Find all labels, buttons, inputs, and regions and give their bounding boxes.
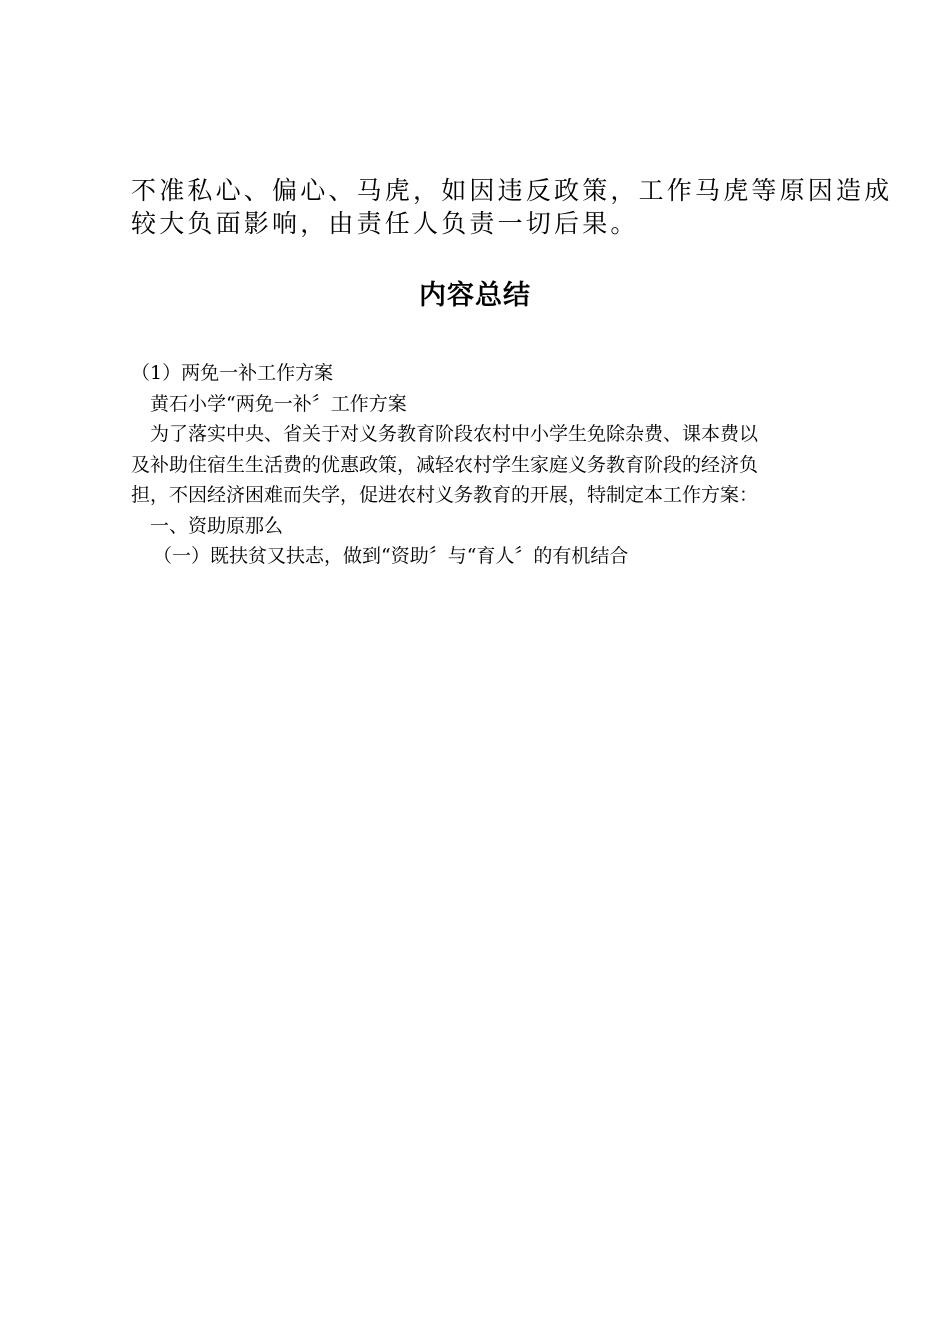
section-one-heading: 一、资助原那么: [150, 514, 284, 537]
summary-paragraph-line-2: 及补助住宿生生活费的优惠政策，减轻农村学生家庭义务教育阶段的经济负: [131, 453, 759, 476]
summary-heading: （1）两免一补工作方案: [131, 362, 334, 384]
summary-title: 内容总结: [419, 280, 531, 311]
summary-paragraph-line-1: 为了落实中央、省关于对义务教育阶段农村中小学生免除杂费、课本费以: [150, 423, 759, 445]
section-one-item: （一）既扶贫又扶志，做到“资助〞与“育人〞的有机结合: [153, 545, 629, 567]
intro-line-1: 不准私心、偏心、马虎，如因违反政策，工作马虎等原因造成: [131, 176, 893, 205]
summary-section: [131, 358, 831, 572]
intro-line-2: 较大负面影响，由责任人负责一切后果。: [131, 209, 639, 238]
intro-paragraph: [131, 174, 893, 240]
summary-paragraph-line-3: 担，不因经济困难而失学，促进农村义务教育的开展，特制定本工作方案：: [131, 484, 759, 506]
summary-subtitle: 黄石小学“两免一补〞工作方案: [150, 392, 407, 415]
